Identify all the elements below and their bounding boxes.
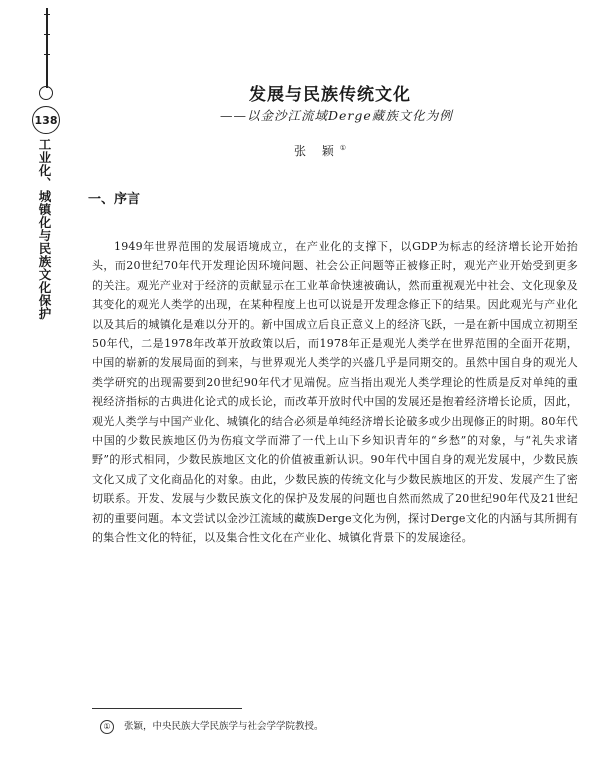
body-paragraph: 1949年世界范围的发展语境成立，在产业化的支撑下，以GDP为标志的经济增长论开始抬头，而20世纪70年代开发理论因环境问题、社会公正问题等正被修正时，观光产业开始受到更多的关注。观光产业对于经济的贡献显示在工业革命快速被确认，然而重视观光中社会、文化现象及其变化的观光人类学的出现，在某种程度上也可以说是开发理念修正下的结果。因此观光与产业化以及其后的城镇化是难以分开的。新中国成立后良正意义上的经济飞跃，一是在新中国成立初期至50年代，二是1978年改革开放政策以后，而1978年正是观光人类学在世界范围的全面开花期，中国的崭新的发展局面的到来，与世界观光人类学的兴盛几乎是同期交的。虽然中国自身的观光人类学研究的出现需要到20世纪90年代才见端倪。应当指出观光人类学理论的性质是反对单纯的重视经济指标的古典进化论式的成长论，而改革开放时代中国的发展还是抱着经济增长论质，因此，观光人类学与中国产业化、城镇化的结合必须是单纯经济增长论破多或少出现修正的时期。80年代中国的少数民族地区仍为伤痕文学而滞了一代上山下乡知识青年的“乡愁”的对象，与“礼失求诸野”的形式相同，少数民族地区文化的价值被重新认识。90年代中国自身的观光发展中，少数民族文化又成了文化商品化的对象。由此，少数民族的传统文化与少数民族地区的开发、发展产生了密切联系。开发、发展与少数民族文化的保护及发展的问题也自然而然成了20世纪90年代及21世纪初的重要问题。本文尝试以金沙江流域的藏族Derge文化为例，探讨Derge文化的内涵与其所拥有的集合性文化的特征，以及集合性文化在产业化、城镇化背景下的发展途径。 <box>92 240 578 545</box>
article-title: 发展与民族传统文化 <box>249 85 411 105</box>
margin-tick <box>44 34 50 35</box>
margin-rule <box>46 8 48 88</box>
margin-tick <box>44 54 50 55</box>
section-heading: 一、序言 <box>88 192 141 207</box>
footnote-text: 张颖，中央民族大学民族学与社会学学院教授。 <box>124 721 324 732</box>
running-header: 工业化、城镇化与民族文化保护 <box>37 138 52 320</box>
margin-circle-ornament <box>39 86 53 100</box>
footnote <box>100 718 560 734</box>
margin-tick <box>44 14 50 15</box>
page-number: 138 <box>32 106 60 134</box>
footnote-marker: ① <box>100 720 114 734</box>
article-subtitle: ——以金沙江流域Derge藏族文化为例 <box>220 108 453 123</box>
author-line <box>260 142 380 159</box>
footnote-divider <box>92 708 242 709</box>
author-footnote-marker: ① <box>339 144 347 152</box>
author-name: 张 颖 <box>293 144 340 158</box>
